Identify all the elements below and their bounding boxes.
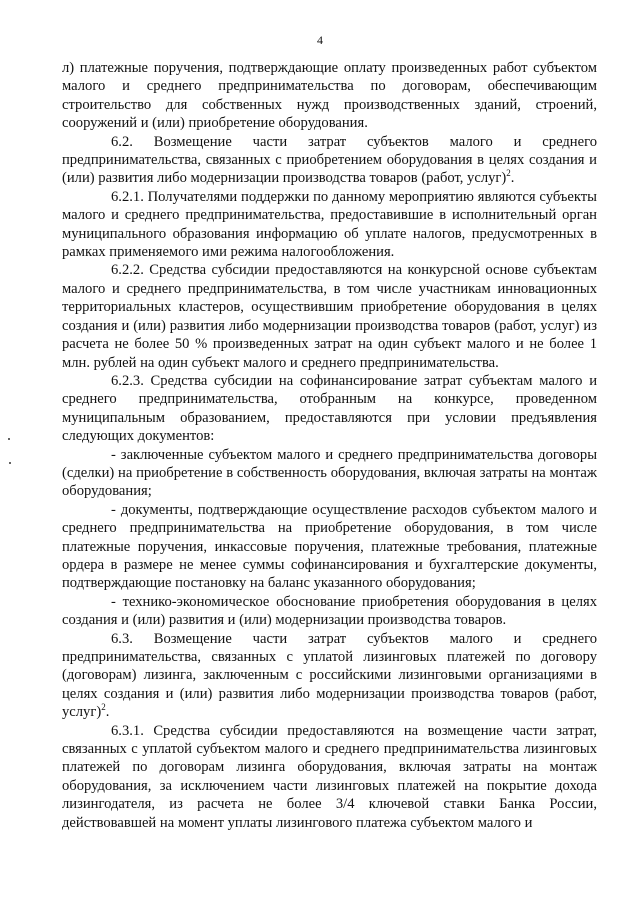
paragraph-6-3-heading (62, 630, 597, 722)
paragraph-6-2-heading (62, 133, 597, 188)
list-item-contracts (62, 446, 597, 501)
paragraph-6-2-3 (62, 372, 597, 446)
paragraph-text: 6.2. Возмещение части затрат субъектов малого и среднего предпринимательства, связанных с приобретением оборудования в целях создания и (или) развития либо модернизации производства товаров (работ, услуг) (62, 133, 597, 187)
paragraph-text: 6.3. Возмещение части затрат субъектов малого и среднего предпринимательства, связанных с уплатой лизинговых платежей по договору (договорам) лизинга, заключенным с российскими лизинговыми организациями в целях создания и (или) развития либо модернизации производства товаров (работ, услуг) (62, 630, 597, 721)
paragraph-text: - заключенные субъектом малого и среднего предпринимательства договоры (сделки) на приобретение в собственность оборудования, включая затраты на монтаж оборудования; (62, 446, 597, 500)
footnote-marker: 2 (506, 168, 511, 179)
paragraph-text: 6.2.2. Средства субсидии предоставляются на конкурсной основе субъектам малого и среднего предпринимательства, в том числе участникам инновационных территориальных кластеров, осуществившим приобретение оборудования в целях создания и (или) развития либо модернизации производства товаров (работ, услуг) из расчета не более 50 % произведенных затрат на один субъект малого и не более 1 млн. рублей на один субъект малого и среднего предпринимательства. (62, 262, 597, 371)
paragraph-text: - технико-экономическое обоснование приобретения оборудования в целях создания и (или) развития и (или) модернизации производства товаров. (62, 593, 597, 629)
paragraph-text: 6.3.1. Средства субсидии предоставляются на возмещение части затрат, связанных с уплатой субъектом малого и среднего предпринимательства лизинговых платежей по договорам лизинга оборудования, включая затраты на монтаж оборудования, за исключением части лизинговых платежей на покрытие дохода лизингодателя, из расчета не более 3/4 ключевой ставки Банка России, действовавшей на момент уплаты лизингового платежа субъектом малого и (62, 722, 597, 831)
list-item-feasibility-study (62, 593, 597, 630)
paragraph-tail: . (510, 170, 515, 187)
paragraph-text: л) платежные поручения, подтверждающие оплату произведенных работ субъектом малого и среднего предпринимательства по договорам, обеспечивающим строительство для собственных нужд производственных зданий, строений, сооружений и (или) приобретение оборудования. (62, 60, 597, 132)
paragraph-text: 6.2.1. Получателями поддержки по данному мероприятию являются субъекты малого и среднего предпринимательства, предоставившие в исполнительный орган муниципального образования информацию об уплате налогов, предусмотренных в рамках применяемого ими режима налогообложения. (62, 188, 597, 261)
paragraph-6-2-1 (62, 188, 597, 262)
list-item-expense-documents (62, 501, 597, 593)
paragraph-l-payment-orders (62, 59, 597, 133)
paragraph-tail: . (105, 704, 110, 721)
page-number: 4 (317, 33, 323, 47)
scan-speck (8, 438, 10, 440)
paragraph-text: 6.2.3. Средства субсидии на софинансирование затрат субъектам малого и среднего предпринимательства, отобранным на конкурсе, проведенном муниципальным образованием, предоставляются при условии предъявления следующих документов: (62, 372, 597, 445)
paragraph-6-3-1 (62, 722, 597, 832)
paragraph-text: - документы, подтверждающие осуществление расходов субъектом малого и среднего предпринимательства на приобретение оборудования, в том числе платежные поручения, инкассовые поручения, платежные требования, платежные ордера в размере не менее суммы софинансирования и бухгалтерские документы, подтверждающие постановку на баланс указанного оборудования; (62, 501, 597, 592)
document-body (62, 59, 597, 832)
scan-speck (9, 462, 11, 464)
footnote-marker: 2 (101, 702, 106, 713)
paragraph-6-2-2 (62, 261, 597, 371)
